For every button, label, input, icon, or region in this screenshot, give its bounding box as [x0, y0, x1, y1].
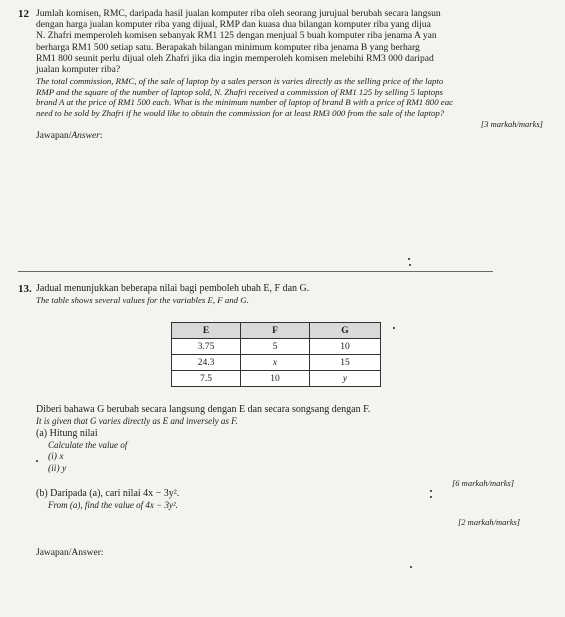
part-b-english: From (a), find the value of 4x − 3y². — [48, 500, 178, 510]
question-13 — [18, 283, 543, 306]
table-cell: 10 — [310, 339, 381, 355]
question-12 — [18, 8, 543, 141]
table-cell: x — [241, 355, 310, 371]
given-malay: Diberi bahawa G berubah secara langsung dengan E dan secara songsang dengan F. — [36, 404, 371, 415]
text-line: need to be sold by Zhafri if he would like to obtain the commission for at least RM3 000 from the sale of the laptop? — [36, 108, 445, 118]
text-line: berharga RM1 500 setiap satu. Berapakah bilangan minimum komputer riba jenama B yang berharg — [36, 41, 420, 53]
text-line: brand A at the price of RM1 500 each. What is the minimum number of laptop of brand B with a price of RM1 800 eac — [36, 97, 453, 108]
text-line: dengan harga jualan komputer riba yang dijual, RMP dan kuasa dua bilangan komputer riba yang dijua — [36, 19, 431, 31]
given-statement — [36, 404, 536, 511]
text-line: RM1 800 seunit perlu dijual oleh Zhafri jika dia ingin memperoleh komisen melebihi RM3 000 daripad — [36, 52, 434, 64]
text-line: jualan komputer riba? — [36, 64, 121, 76]
answer-label-13: Jawapan/Answer: — [36, 548, 104, 558]
question-13-english-text: The table shows several values for the variables E, F and G. — [36, 295, 249, 306]
values-table — [171, 322, 381, 387]
table-row — [172, 355, 381, 371]
table-cell: 3.75 — [172, 339, 241, 355]
question-12-malay-text — [36, 8, 543, 75]
part-a-marks: [6 markah/marks] — [452, 478, 515, 488]
stray-dot — [36, 460, 38, 462]
question-number: 12 — [18, 8, 29, 20]
stray-dot — [430, 490, 432, 492]
table-row — [172, 339, 381, 355]
table-cell: 10 — [241, 371, 310, 387]
table-cell: 7.5 — [172, 371, 241, 387]
text-line: RMP and the square of the number of laptop sold, N. Zhafri received a commission of RM1 125 by selling 5 laptops — [36, 86, 443, 97]
text-line: Jumlah komisen, RMC, daripada hasil jualan komputer riba oleh seorang jurujual berubah secara langsun — [36, 8, 441, 19]
answer-label-english: Answer — [71, 130, 100, 141]
stray-dot — [408, 258, 410, 260]
part-a-i: (i) x — [48, 452, 64, 462]
table-cell: y — [310, 371, 381, 387]
part-a-english: Calculate the value of — [48, 440, 128, 450]
stray-dot — [410, 566, 412, 568]
part-a-ii: (ii) y — [48, 464, 67, 474]
table-cell: 5 — [241, 339, 310, 355]
table-header-cell: F — [241, 323, 310, 339]
table-header-cell: E — [172, 323, 241, 339]
part-a-label: (a) Hitung nilai — [36, 428, 98, 439]
text-line: The total commission, RMC, of the sale of laptop by a sales person is varies directly as the selling price of the lapto — [36, 76, 444, 87]
answer-label — [36, 131, 543, 141]
answer-label-malay: Jawapan/ — [36, 130, 72, 141]
question-13-malay-text: Jadual menunjukkan beberapa nilai bagi pemboleh ubah E, F dan G. — [36, 283, 310, 294]
given-english: It is given that G varies directly as E and inversely as F. — [36, 416, 238, 426]
question-number: 13. — [18, 283, 32, 295]
part-b-malay: (b) Daripada (a), cari nilai 4x − 3y². — [36, 488, 180, 499]
table-cell: 15 — [310, 355, 381, 371]
question-12-marks: [3 markah/marks] — [480, 118, 543, 129]
stray-dot — [430, 496, 432, 498]
stray-dot — [409, 264, 411, 266]
answer-colon: : — [99, 130, 103, 141]
part-b-marks: [2 markah/marks] — [458, 517, 521, 527]
table-header-cell: G — [310, 323, 381, 339]
section-divider — [18, 271, 493, 272]
stray-dot — [393, 327, 395, 329]
table-header-row — [172, 323, 381, 339]
table-cell: 24.3 — [172, 355, 241, 371]
table-row — [172, 371, 381, 387]
question-12-english-text — [36, 76, 543, 118]
text-line: N. Zhafri memperoleh komisen sebanyak RM1 125 dengan menjual 5 buah komputer riba jenama A yan — [36, 30, 437, 42]
